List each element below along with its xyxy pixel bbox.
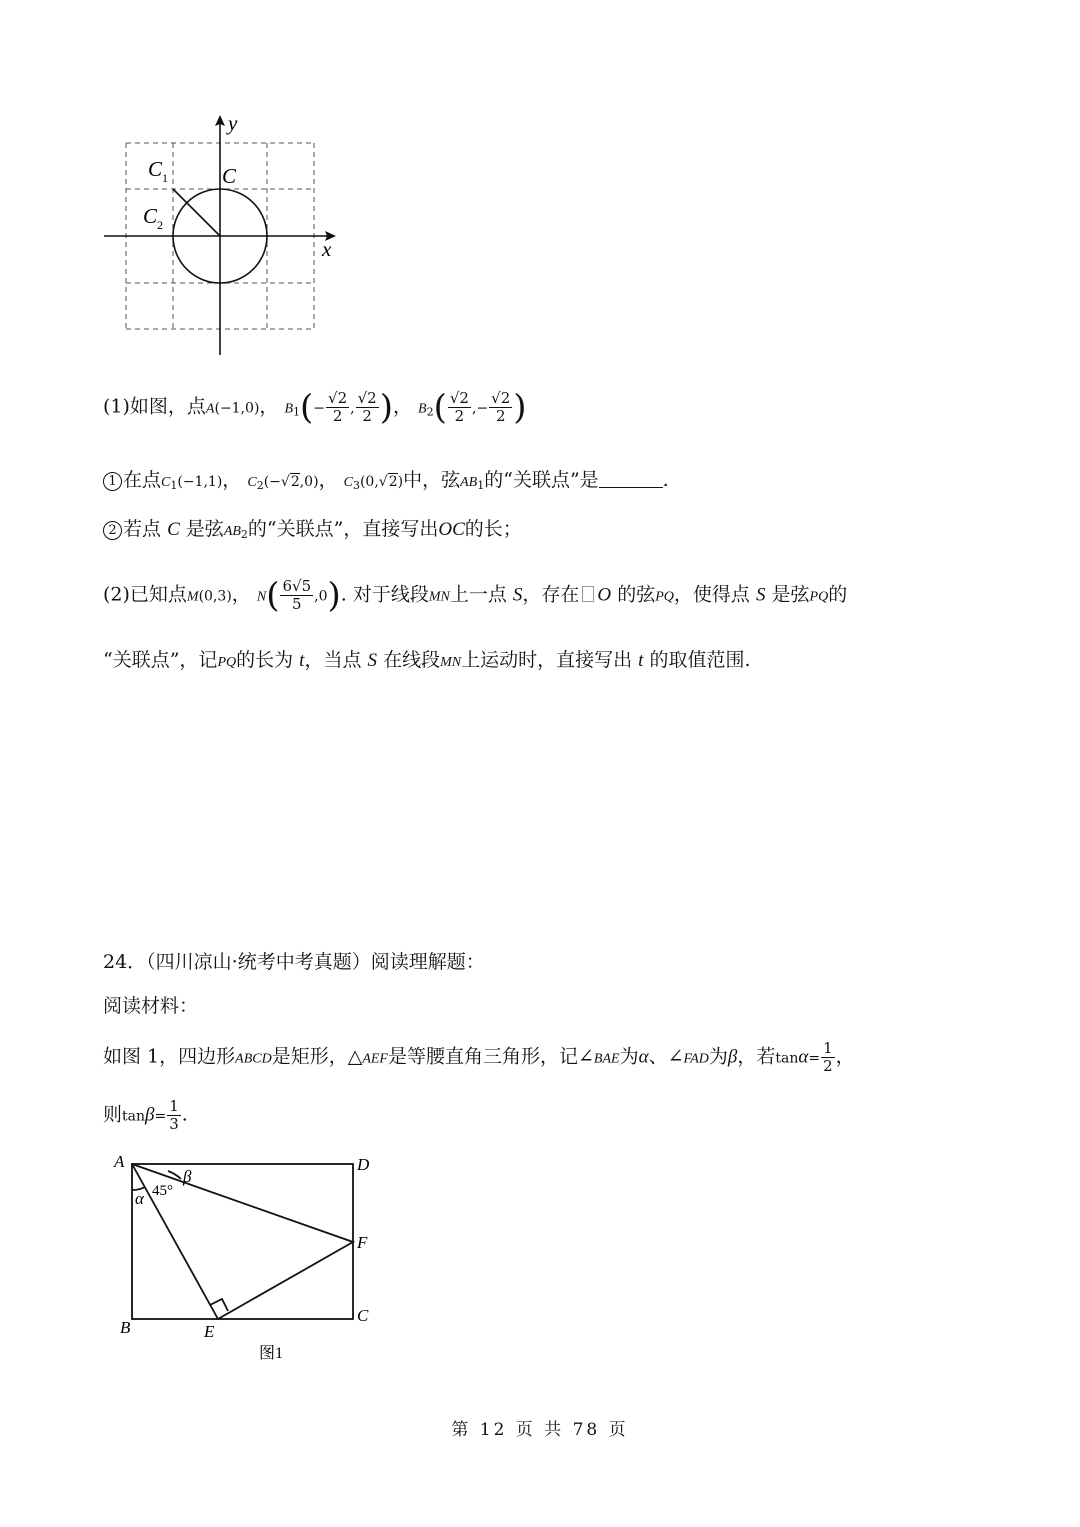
figure-caption: 图1 [259, 1345, 284, 1362]
circle-symbol-placeholder [582, 586, 594, 602]
angle-beta-label: β [183, 1167, 192, 1186]
angle-45-label: 45° [152, 1183, 173, 1199]
vertex-c-label: C [357, 1306, 369, 1325]
question-24-line-1: 如图 1，四边形ABCD是矩形，△AEF是等腰直角三角形，记∠BAE为α、∠FAD为β，若tanα= $\frac{1}{2}$ ， [103, 1039, 855, 1075]
b2-label: B [418, 401, 427, 417]
question-1a-line: 1 在点$C_1(-1,1)$， $C_2(-√2,0)$， $C_3(0,√2)$中，弦$AB_1$的“关联点”是 . [103, 466, 669, 500]
fraction: $\frac{√2}{2}$ [449, 389, 469, 425]
vertex-a-label: A [114, 1152, 125, 1171]
vertex-b-label: B [120, 1318, 131, 1337]
point-c1-sub: 1 [162, 171, 168, 185]
vertex-d-label: D [357, 1155, 370, 1174]
angle-alpha-label: α [135, 1189, 144, 1208]
question-2b-line: “关联点”，记PQ的长为 t，当点 S 在线段MN上运动时，直接写出 t 的取值范围. [103, 649, 751, 671]
question-1b-line: 2 若点 C 是弦$AB_2$的“关联点”，直接写出OC的长； [103, 515, 522, 549]
point-c2-label: C [143, 204, 158, 228]
page-footer: 第 12 页 共 78 页 [451, 1420, 629, 1440]
y-axis-label: y [228, 111, 238, 135]
coordinate-figure [100, 110, 350, 360]
circled-number-2: 2 [103, 521, 122, 540]
question-2-line: (2)已知点M(0,3)， N( $\frac{6√5}{5}$ ,0). 对于线段MN上一点 S，存在 O 的弦PQ，使得点 S 是弦PQ的 [103, 575, 848, 616]
point-c1-label: C [148, 157, 163, 181]
point-c2-sub: 2 [157, 218, 163, 232]
question-24-line-2: 则tanβ= $\frac{1}{3}$ . [103, 1097, 188, 1133]
circled-number-1: 1 [103, 472, 122, 491]
answer-blank[interactable] [599, 469, 663, 488]
vertex-e-label: E [204, 1322, 215, 1341]
b1-label: B [284, 401, 294, 417]
fraction: $\frac{6√5}{5}$ [282, 577, 312, 613]
fraction: $\frac{√2}{2}$ [328, 389, 348, 425]
question-1-line: (1)如图，点A(−1,0)， $B_1(-$ $\frac{√2}{2}$ , $\frac{√2}{2}$ )， $B_2$( $\frac{√2}{2}$ ,− $\frac{√2}{2}$ ) [103, 387, 527, 428]
fraction-one-third: $\frac{1}{3}$ [169, 1097, 179, 1133]
fraction-one-half: $\frac{1}{2}$ [823, 1039, 833, 1075]
vertex-f-label: F [357, 1233, 368, 1252]
point-c-label: C [222, 164, 237, 188]
question-24-title: 24．（四川凉山·统考中考真题）阅读理解题： [103, 951, 485, 973]
fraction: $\frac{√2}{2}$ [357, 389, 377, 425]
fraction: $\frac{√2}{2}$ [491, 389, 511, 425]
rectangle-figure [105, 1145, 395, 1375]
x-axis-label: x [322, 237, 332, 261]
reading-material-heading: 阅读材料： [103, 995, 199, 1017]
